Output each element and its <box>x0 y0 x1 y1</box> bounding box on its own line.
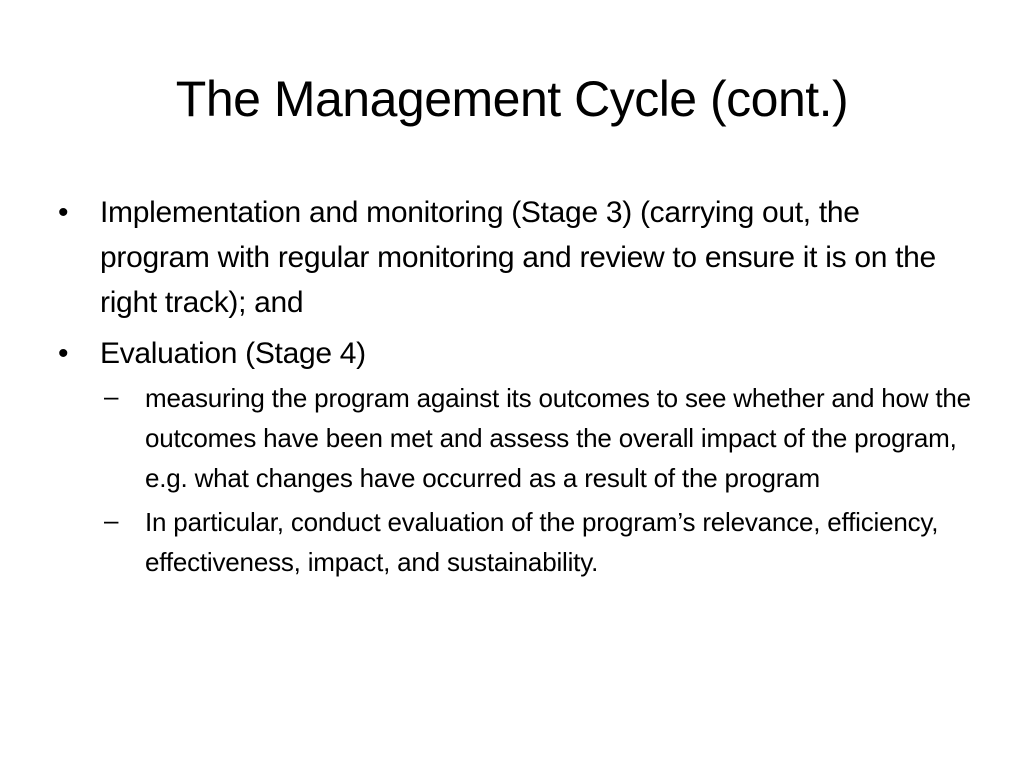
slide-title: The Management Cycle (cont.) <box>175 71 849 127</box>
bullet-glyph: • <box>58 196 69 229</box>
sub-item-text: In particular, conduct evaluation of the program’s relevance, efficiency, effectiveness, impact, and sustainability. <box>145 507 939 577</box>
bullet-text: Implementation and monitoring (Stage 3) (carrying out, the program with regular monitoring and review to ensure it is on the right track); and <box>100 196 936 319</box>
bullet-list <box>56 190 976 588</box>
bullet-text: Evaluation (Stage 4) <box>100 337 366 370</box>
dash-glyph: – <box>104 381 119 411</box>
bullet-item-evaluation <box>56 331 976 582</box>
bullet-item-implementation <box>56 190 976 325</box>
sub-bullet-list <box>56 378 976 582</box>
sub-item-text: measuring the program against its outcomes to see whether and how the outcomes have been met and assess the overall impact of the program, e.g. what changes have occurred as a result of the program <box>145 383 971 493</box>
sub-item-particular <box>56 502 976 582</box>
sub-item-measuring <box>56 378 976 498</box>
dash-glyph: – <box>104 505 119 535</box>
bullet-glyph: • <box>58 337 69 370</box>
